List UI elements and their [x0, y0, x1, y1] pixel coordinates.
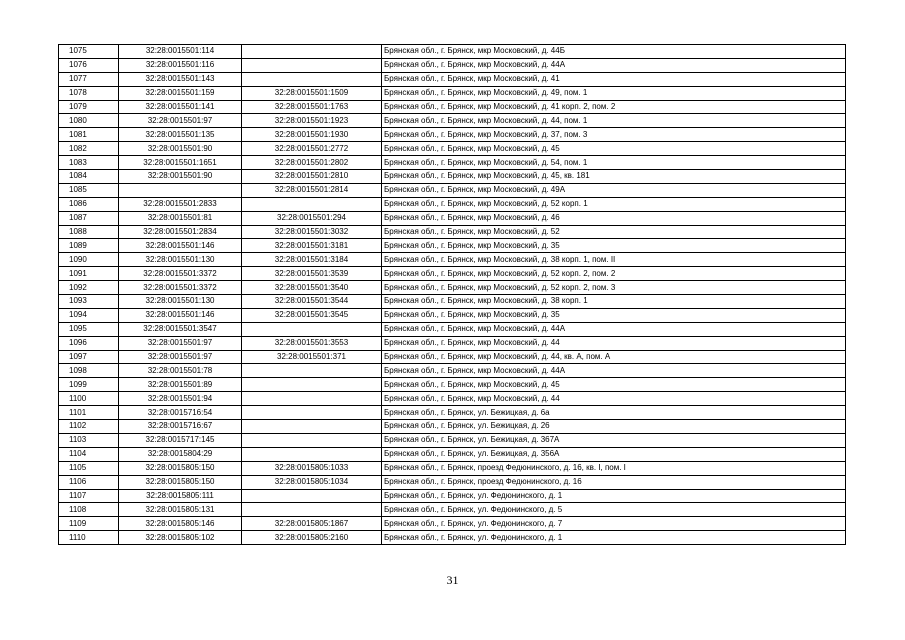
address-cell: Брянская обл., г. Брянск, мкр Московский, д. 52 корп. 1 [382, 197, 846, 211]
table-row [59, 295, 846, 309]
object-cadastral-number-cell: 32:28:0015501:3540 [242, 281, 382, 295]
cadastral-number-cell: 32:28:0015501:114 [119, 45, 242, 59]
cadastral-number-cell: 32:28:0015501:146 [119, 239, 242, 253]
address-cell: Брянская обл., г. Брянск, мкр Московский, д. 52 [382, 225, 846, 239]
address-cell: Брянская обл., г. Брянск, ул. Бежицкая, д. 356А [382, 447, 846, 461]
address-cell: Брянская обл., г. Брянск, мкр Московский, д. 54, пом. 1 [382, 156, 846, 170]
cadastral-number-cell: 32:28:0015501:78 [119, 364, 242, 378]
address-cell: Брянская обл., г. Брянск, ул. Федюнинского, д. 7 [382, 517, 846, 531]
row-number-cell: 1101 [59, 406, 119, 420]
address-cell: Брянская обл., г. Брянск, мкр Московский, д. 49, пом. 1 [382, 86, 846, 100]
table-row [59, 142, 846, 156]
table-row [59, 58, 846, 72]
row-number-cell: 1095 [59, 322, 119, 336]
row-number-cell: 1103 [59, 433, 119, 447]
row-number-cell: 1093 [59, 295, 119, 309]
table-row [59, 503, 846, 517]
cadastral-number-cell: 32:28:0015805:131 [119, 503, 242, 517]
object-cadastral-number-cell: 32:28:0015501:3539 [242, 267, 382, 281]
table-row [59, 156, 846, 170]
cadastral-table [58, 44, 846, 545]
row-number-cell: 1110 [59, 531, 119, 545]
row-number-cell: 1099 [59, 378, 119, 392]
object-cadastral-number-cell: 32:28:0015501:294 [242, 211, 382, 225]
table-row [59, 183, 846, 197]
address-cell: Брянская обл., г. Брянск, мкр Московский, д. 45 [382, 378, 846, 392]
row-number-cell: 1088 [59, 225, 119, 239]
row-number-cell: 1078 [59, 86, 119, 100]
row-number-cell: 1105 [59, 461, 119, 475]
table-row [59, 336, 846, 350]
object-cadastral-number-cell: 32:28:0015501:1923 [242, 114, 382, 128]
table-row [59, 308, 846, 322]
table-row [59, 253, 846, 267]
row-number-cell: 1091 [59, 267, 119, 281]
table-row [59, 350, 846, 364]
cadastral-number-cell: 32:28:0015501:81 [119, 211, 242, 225]
cadastral-number-cell: 32:28:0015501:141 [119, 100, 242, 114]
cadastral-number-cell: 32:28:0015805:102 [119, 531, 242, 545]
object-cadastral-number-cell: 32:28:0015501:371 [242, 350, 382, 364]
address-cell: Брянская обл., г. Брянск, мкр Московский, д. 49А [382, 183, 846, 197]
object-cadastral-number-cell: 32:28:0015501:1930 [242, 128, 382, 142]
address-cell: Брянская обл., г. Брянск, мкр Московский, д. 44, кв. А, пом. А [382, 350, 846, 364]
address-cell: Брянская обл., г. Брянск, мкр Московский, д. 38 корп. 1 [382, 295, 846, 309]
cadastral-number-cell: 32:28:0015501:2834 [119, 225, 242, 239]
cadastral-number-cell: 32:28:0015501:159 [119, 86, 242, 100]
address-cell: Брянская обл., г. Брянск, мкр Московский, д. 44А [382, 322, 846, 336]
table-row [59, 197, 846, 211]
table-row [59, 128, 846, 142]
address-cell: Брянская обл., г. Брянск, мкр Московский, д. 44 [382, 336, 846, 350]
object-cadastral-number-cell: 32:28:0015501:3553 [242, 336, 382, 350]
object-cadastral-number-cell: 32:28:0015805:1034 [242, 475, 382, 489]
row-number-cell: 1089 [59, 239, 119, 253]
cadastral-number-cell: 32:28:0015501:116 [119, 58, 242, 72]
row-number-cell: 1076 [59, 58, 119, 72]
cadastral-number-cell: 32:28:0015805:150 [119, 475, 242, 489]
cadastral-number-cell: 32:28:0015804:29 [119, 447, 242, 461]
address-cell: Брянская обл., г. Брянск, мкр Московский, д. 52 корп. 2, пом. 2 [382, 267, 846, 281]
cadastral-number-cell: 32:28:0015501:3372 [119, 267, 242, 281]
row-number-cell: 1077 [59, 72, 119, 86]
object-cadastral-number-cell [242, 197, 382, 211]
address-cell: Брянская обл., г. Брянск, мкр Московский, д. 44А [382, 364, 846, 378]
row-number-cell: 1092 [59, 281, 119, 295]
row-number-cell: 1085 [59, 183, 119, 197]
table-row [59, 461, 846, 475]
cadastral-number-cell: 32:28:0015501:135 [119, 128, 242, 142]
table-row [59, 406, 846, 420]
cadastral-number-cell: 32:28:0015501:2833 [119, 197, 242, 211]
row-number-cell: 1087 [59, 211, 119, 225]
row-number-cell: 1080 [59, 114, 119, 128]
document-page [58, 44, 845, 545]
row-number-cell: 1094 [59, 308, 119, 322]
address-cell: Брянская обл., г. Брянск, ул. Бежицкая, д. 26 [382, 420, 846, 434]
cadastral-number-cell: 32:28:0015716:67 [119, 420, 242, 434]
table-row [59, 517, 846, 531]
table-body [59, 45, 846, 545]
address-cell: Брянская обл., г. Брянск, мкр Московский, д. 35 [382, 308, 846, 322]
address-cell: Брянская обл., г. Брянск, мкр Московский, д. 44 [382, 392, 846, 406]
row-number-cell: 1081 [59, 128, 119, 142]
object-cadastral-number-cell: 32:28:0015501:1763 [242, 100, 382, 114]
row-number-cell: 1082 [59, 142, 119, 156]
object-cadastral-number-cell [242, 45, 382, 59]
address-cell: Брянская обл., г. Брянск, проезд Федюнинского, д. 16, кв. I, пом. I [382, 461, 846, 475]
object-cadastral-number-cell [242, 447, 382, 461]
address-cell: Брянская обл., г. Брянск, проезд Федюнинского, д. 16 [382, 475, 846, 489]
row-number-cell: 1090 [59, 253, 119, 267]
table-row [59, 225, 846, 239]
cadastral-number-cell: 32:28:0015501:130 [119, 253, 242, 267]
table-row [59, 447, 846, 461]
object-cadastral-number-cell [242, 406, 382, 420]
cadastral-number-cell: 32:28:0015501:3547 [119, 322, 242, 336]
cadastral-number-cell: 32:28:0015501:90 [119, 142, 242, 156]
table-row [59, 433, 846, 447]
row-number-cell: 1107 [59, 489, 119, 503]
address-cell: Брянская обл., г. Брянск, мкр Московский, д. 41 [382, 72, 846, 86]
table-row [59, 322, 846, 336]
table-row [59, 86, 846, 100]
address-cell: Брянская обл., г. Брянск, мкр Московский, д. 35 [382, 239, 846, 253]
object-cadastral-number-cell: 32:28:0015805:1033 [242, 461, 382, 475]
row-number-cell: 1086 [59, 197, 119, 211]
object-cadastral-number-cell: 32:28:0015501:3184 [242, 253, 382, 267]
cadastral-number-cell: 32:28:0015501:3372 [119, 281, 242, 295]
object-cadastral-number-cell: 32:28:0015501:2814 [242, 183, 382, 197]
address-cell: Брянская обл., г. Брянск, ул. Федюнинского, д. 1 [382, 531, 846, 545]
table-row [59, 100, 846, 114]
cadastral-number-cell: 32:28:0015805:111 [119, 489, 242, 503]
object-cadastral-number-cell [242, 322, 382, 336]
cadastral-number-cell: 32:28:0015501:90 [119, 170, 242, 184]
object-cadastral-number-cell: 32:28:0015501:3181 [242, 239, 382, 253]
address-cell: Брянская обл., г. Брянск, ул. Федюнинского, д. 5 [382, 503, 846, 517]
table-row [59, 281, 846, 295]
row-number-cell: 1098 [59, 364, 119, 378]
object-cadastral-number-cell: 32:28:0015501:2772 [242, 142, 382, 156]
object-cadastral-number-cell: 32:28:0015501:3032 [242, 225, 382, 239]
table-row [59, 45, 846, 59]
row-number-cell: 1100 [59, 392, 119, 406]
object-cadastral-number-cell: 32:28:0015805:1867 [242, 517, 382, 531]
row-number-cell: 1079 [59, 100, 119, 114]
address-cell: Брянская обл., г. Брянск, мкр Московский, д. 45 [382, 142, 846, 156]
object-cadastral-number-cell [242, 503, 382, 517]
cadastral-number-cell: 32:28:0015501:97 [119, 350, 242, 364]
row-number-cell: 1084 [59, 170, 119, 184]
address-cell: Брянская обл., г. Брянск, мкр Московский, д. 44, пом. 1 [382, 114, 846, 128]
table-row [59, 420, 846, 434]
cadastral-number-cell: 32:28:0015501:1651 [119, 156, 242, 170]
table-row [59, 489, 846, 503]
object-cadastral-number-cell [242, 72, 382, 86]
row-number-cell: 1075 [59, 45, 119, 59]
table-row [59, 239, 846, 253]
row-number-cell: 1109 [59, 517, 119, 531]
cadastral-number-cell: 32:28:0015501:94 [119, 392, 242, 406]
table-row [59, 364, 846, 378]
address-cell: Брянская обл., г. Брянск, мкр Московский, д. 37, пом. 3 [382, 128, 846, 142]
object-cadastral-number-cell [242, 364, 382, 378]
cadastral-number-cell: 32:28:0015501:97 [119, 114, 242, 128]
object-cadastral-number-cell: 32:28:0015501:1509 [242, 86, 382, 100]
address-cell: Брянская обл., г. Брянск, мкр Московский, д. 44Б [382, 45, 846, 59]
row-number-cell: 1104 [59, 447, 119, 461]
cadastral-number-cell: 32:28:0015805:150 [119, 461, 242, 475]
cadastral-number-cell: 32:28:0015501:89 [119, 378, 242, 392]
object-cadastral-number-cell [242, 433, 382, 447]
cadastral-number-cell: 32:28:0015501:97 [119, 336, 242, 350]
address-cell: Брянская обл., г. Брянск, ул. Бежицкая, д. 367А [382, 433, 846, 447]
address-cell: Брянская обл., г. Брянск, мкр Московский, д. 41 корп. 2, пом. 2 [382, 100, 846, 114]
row-number-cell: 1102 [59, 420, 119, 434]
address-cell: Брянская обл., г. Брянск, мкр Московский, д. 45, кв. 181 [382, 170, 846, 184]
row-number-cell: 1106 [59, 475, 119, 489]
address-cell: Брянская обл., г. Брянск, мкр Московский, д. 46 [382, 211, 846, 225]
table-row [59, 170, 846, 184]
object-cadastral-number-cell [242, 58, 382, 72]
object-cadastral-number-cell: 32:28:0015501:3545 [242, 308, 382, 322]
object-cadastral-number-cell [242, 378, 382, 392]
object-cadastral-number-cell: 32:28:0015501:3544 [242, 295, 382, 309]
table-row [59, 392, 846, 406]
cadastral-number-cell: 32:28:0015805:146 [119, 517, 242, 531]
object-cadastral-number-cell [242, 392, 382, 406]
object-cadastral-number-cell: 32:28:0015501:2802 [242, 156, 382, 170]
row-number-cell: 1108 [59, 503, 119, 517]
table-row [59, 531, 846, 545]
address-cell: Брянская обл., г. Брянск, ул. Бежицкая, д. 6а [382, 406, 846, 420]
cadastral-number-cell: 32:28:0015501:143 [119, 72, 242, 86]
row-number-cell: 1097 [59, 350, 119, 364]
object-cadastral-number-cell [242, 420, 382, 434]
object-cadastral-number-cell: 32:28:0015805:2160 [242, 531, 382, 545]
address-cell: Брянская обл., г. Брянск, ул. Федюнинского, д. 1 [382, 489, 846, 503]
table-row [59, 114, 846, 128]
row-number-cell: 1083 [59, 156, 119, 170]
cadastral-number-cell [119, 183, 242, 197]
row-number-cell: 1096 [59, 336, 119, 350]
page-number: 31 [446, 573, 459, 587]
table-row [59, 267, 846, 281]
table-row [59, 475, 846, 489]
cadastral-number-cell: 32:28:0015716:54 [119, 406, 242, 420]
table-row [59, 72, 846, 86]
cadastral-number-cell: 32:28:0015717:145 [119, 433, 242, 447]
address-cell: Брянская обл., г. Брянск, мкр Московский, д. 44А [382, 58, 846, 72]
object-cadastral-number-cell [242, 489, 382, 503]
address-cell: Брянская обл., г. Брянск, мкр Московский, д. 52 корп. 2, пом. 3 [382, 281, 846, 295]
address-cell: Брянская обл., г. Брянск, мкр Московский, д. 38 корп. 1, пом. II [382, 253, 846, 267]
table-row [59, 211, 846, 225]
object-cadastral-number-cell: 32:28:0015501:2810 [242, 170, 382, 184]
table-row [59, 378, 846, 392]
cadastral-number-cell: 32:28:0015501:146 [119, 308, 242, 322]
cadastral-number-cell: 32:28:0015501:130 [119, 295, 242, 309]
